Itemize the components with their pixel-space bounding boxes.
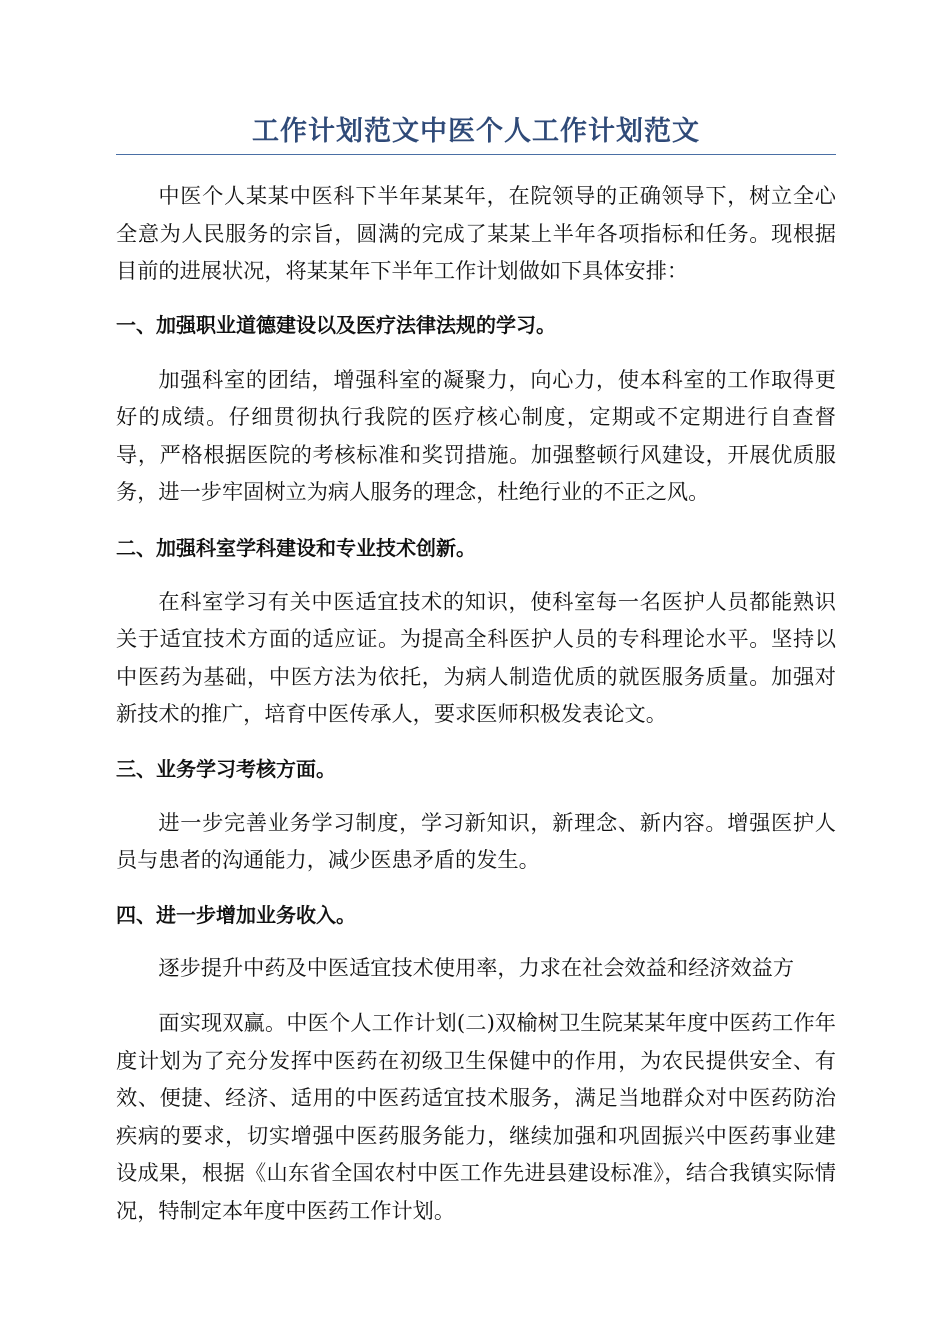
section-heading-2: 二、加强科室学科建设和专业技术创新。	[116, 535, 476, 560]
continuation-paragraph: 面实现双赢。中医个人工作计划(二)双榆树卫生院某某年度中医药工作年度计划为了充分发挥中医药在初级卫生保健中的作用，为农民提供安全、有效、便捷、经济、适用的中医药适宜技术服务，满足当地群众对中医药防治疾病的要求，切实增强中医药服务能力，继续加强和巩固振兴中医药事业建设成果，根据《山东省全国农村中医工作先进县建设标准》，结合我镇实际情况，特制定本年度中医药工作计划。	[116, 1010, 836, 1223]
section-heading-4: 四、进一步增加业务收入。	[116, 902, 356, 927]
section-3-paragraph: 进一步完善业务学习制度，学习新知识，新理念、新内容。增强医护人员与患者的沟通能力，减少医患矛盾的发生。	[116, 809, 836, 872]
section-2-paragraph: 在科室学习有关中医适宜技术的知识，使科室每一名医护人员都能熟识关于适宜技术方面的适应证。为提高全科医护人员的专科理论水平。坚持以中医药为基础，中医方法为依托，为病人制造优质的就医服务质量。加强对新技术的推广，培育中医传承人，要求医师积极发表论文。	[116, 588, 836, 726]
document-title: 工作计划范文中医个人工作计划范文	[116, 112, 836, 155]
intro-paragraph: 中医个人某某中医科下半年某某年，在院领导的正确领导下，树立全心全意为人民服务的宗旨，圆满的完成了某某上半年各项指标和任务。现根据目前的进展状况，将某某年下半年工作计划做如下具体安排：	[116, 183, 836, 283]
section-4-paragraph: 逐步提升中药及中医适宜技术使用率，力求在社会效益和经济效益方	[158, 954, 795, 980]
section-heading-3: 三、业务学习考核方面。	[116, 756, 336, 781]
section-heading-1: 一、加强职业道德建设以及医疗法律法规的学习。	[116, 312, 556, 337]
section-1-paragraph: 加强科室的团结，增强科室的凝聚力，向心力，使本科室的工作取得更好的成绩。仔细贯彻执行我院的医疗核心制度，定期或不定期进行自查督导，严格根据医院的考核标准和奖罚措施。加强整顿行风建设，开展优质服务，进一步牢固树立为病人服务的理念，杜绝行业的不正之风。	[116, 366, 836, 504]
document-page	[116, 112, 836, 1229]
